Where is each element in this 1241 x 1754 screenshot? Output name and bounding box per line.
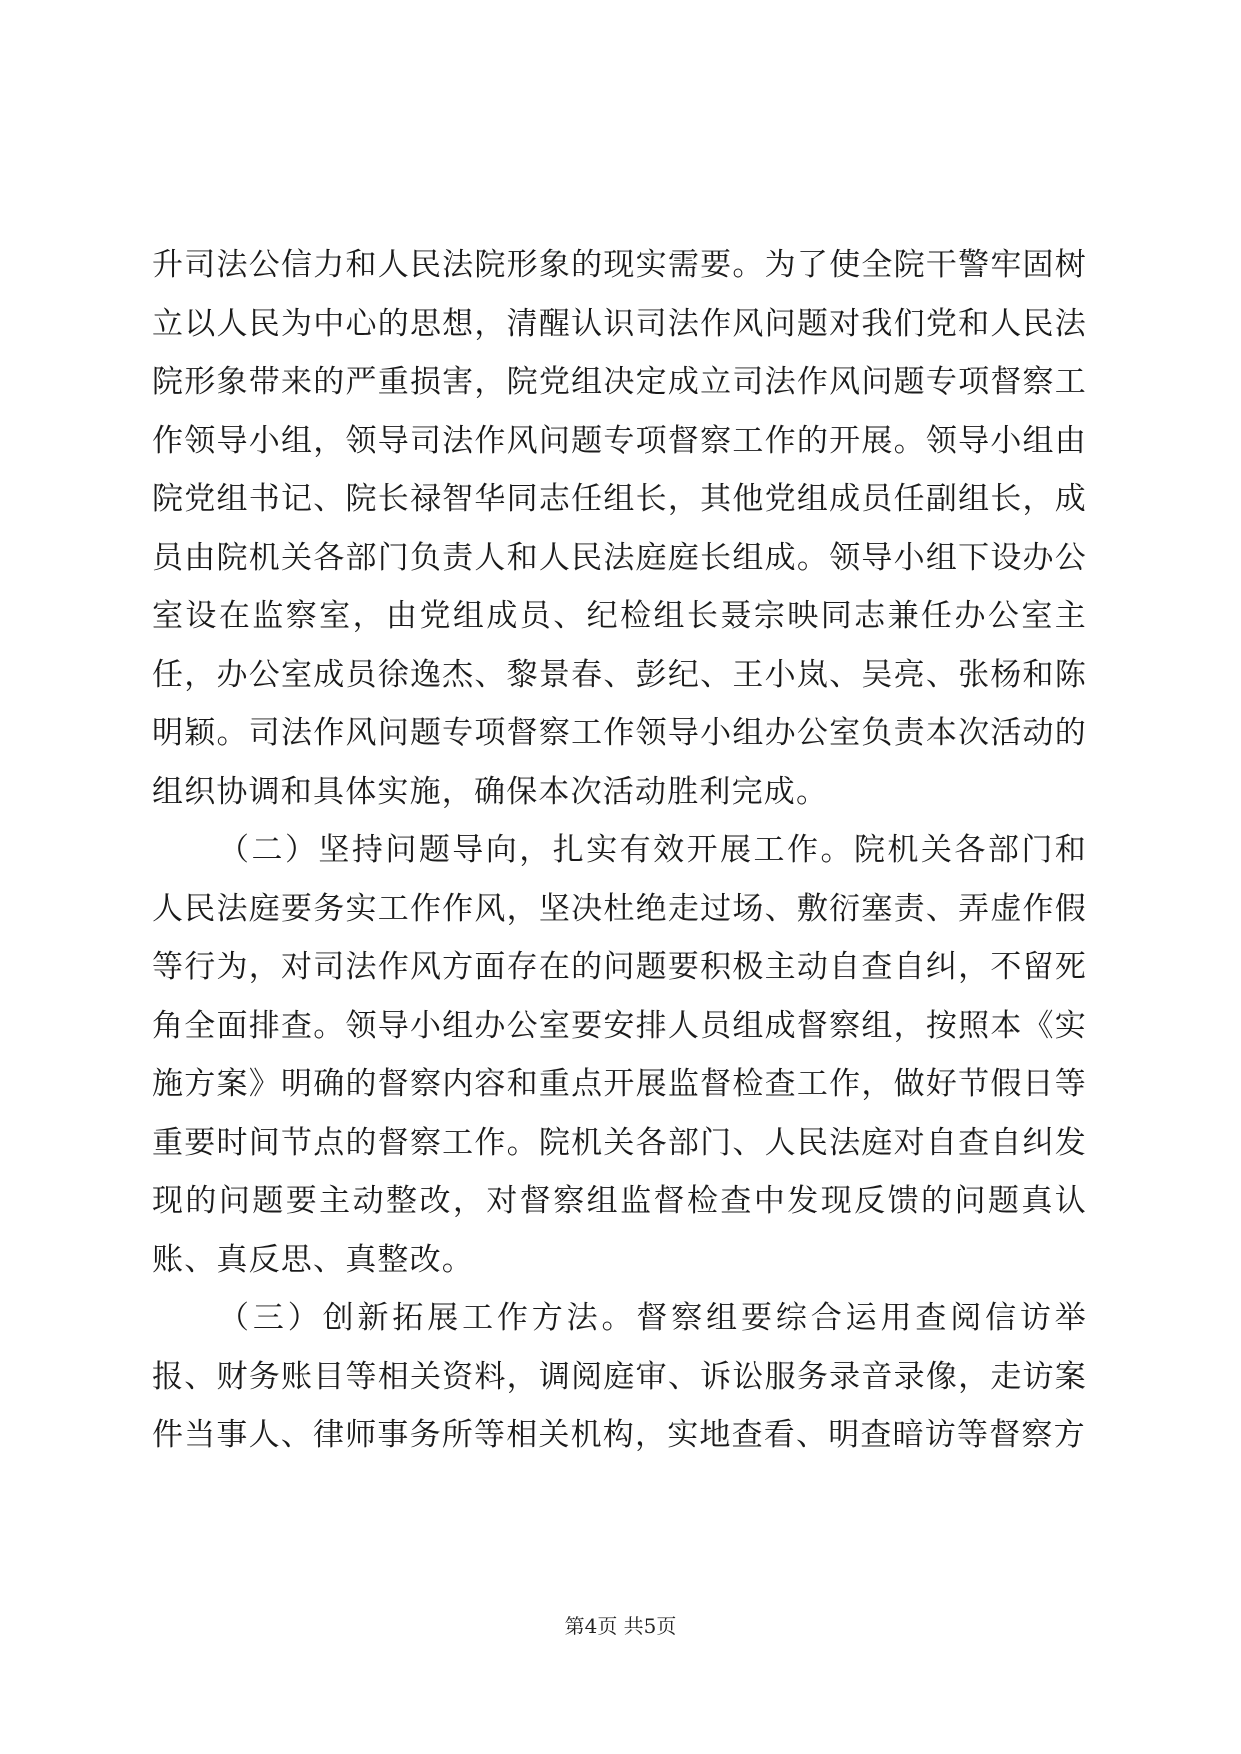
document-body (152, 236, 1087, 1465)
page-footer (0, 1614, 1241, 1638)
paragraph-section-3: （三）创新拓展工作方法。督察组要综合运用查阅信访举报、财务账目等相关资料，调阅庭审、诉讼服务录音录像，走访案件当事人、律师事务所等相关机构，实地查看、明查暗访等督察方 (152, 1300, 1087, 1453)
paragraph-continuation: 升司法公信力和人民法院形象的现实需要。为了使全院干警牢固树立以人民为中心的思想，清醒认识司法作风问题对我们党和人民法院形象带来的严重损害，院党组决定成立司法作风问题专项督察工作领导小组，领导司法作风问题专项督察工作的开展。领导小组由院党组书记、院长禄智华同志任组长，其他党组成员任副组长，成员由院机关各部门负责人和人民法庭庭长组成。领导小组下设办公室设在监察室，由党组成员、纪检组长聂宗映同志兼任办公室主任，办公室成员徐逸杰、黎景春、彭纪、王小岚、吴亮、张杨和陈明颖。司法作风问题专项督察工作领导小组办公室负责本次活动的组织协调和具体实施，确保本次活动胜利完成。 (152, 247, 1087, 810)
paragraph-section-2: （二）坚持问题导向，扎实有效开展工作。院机关各部门和人民法庭要务实工作作风，坚决杜绝走过场、敷衍塞责、弄虚作假等行为，对司法作风方面存在的问题要积极主动自查自纠，不留死角全面排查。领导小组办公室要安排人员组成督察组，按照本《实施方案》明确的督察内容和重点开展监督检查工作，做好节假日等重要时间节点的督察工作。院机关各部门、人民法庭对自查自纠发现的问题要主动整改，对督察组监督检查中发现反馈的问题真认账、真反思、真整改。 (152, 832, 1087, 1278)
page-number-indicator: 第4页 共5页 (564, 1614, 677, 1638)
